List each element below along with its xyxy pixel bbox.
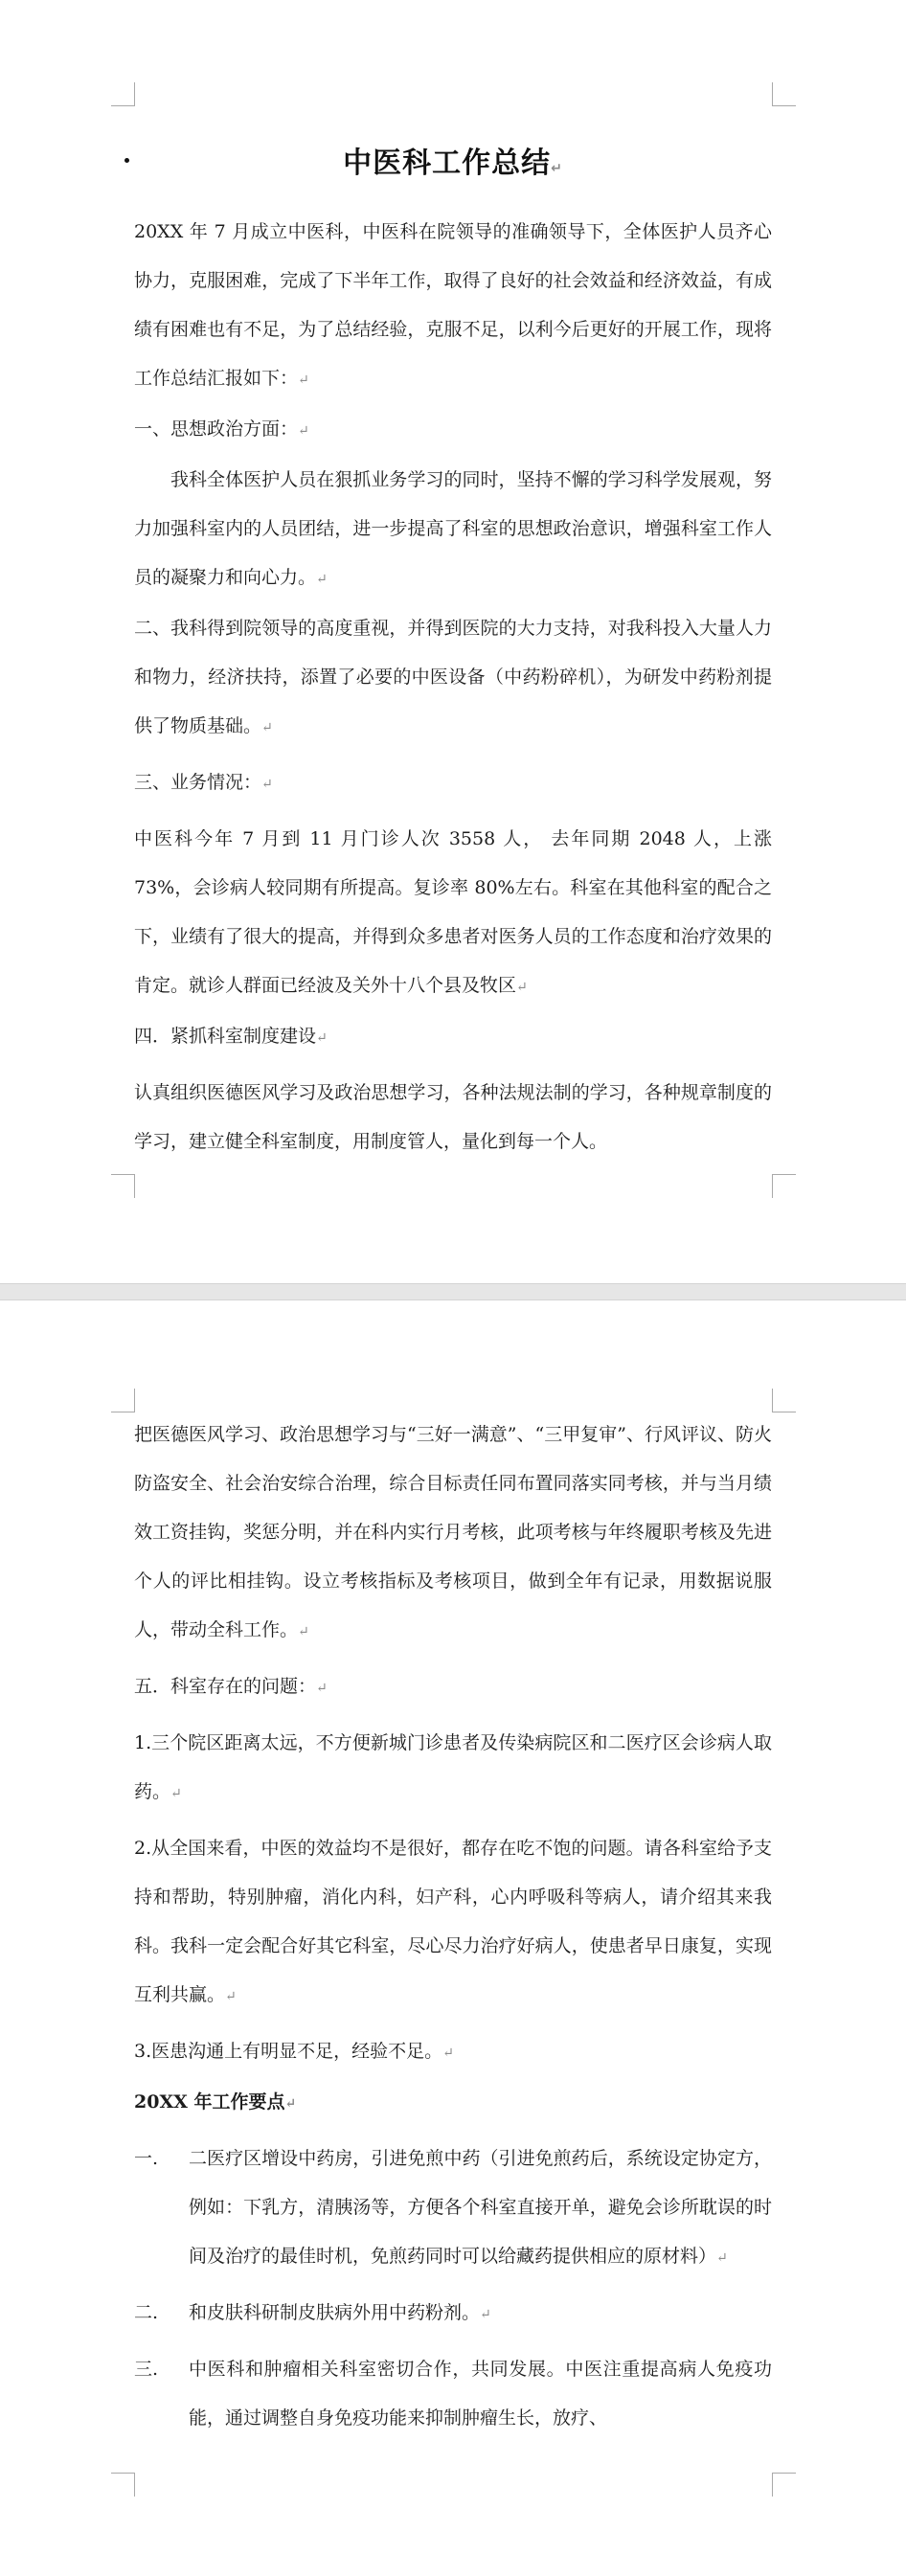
problem-item-3[interactable]: 3.医患沟通上有明显不足，经验不足。↵ xyxy=(134,2041,454,2062)
heading-problems[interactable]: 五．科室存在的问题：↵ xyxy=(134,1676,328,1697)
heading-business[interactable]: 三、业务情况：↵ xyxy=(134,772,273,793)
plan-item-2[interactable]: 二. 和皮肤科研制皮肤病外用中药粉剂。↵ xyxy=(134,2289,772,2339)
margin-mark-bottom-right xyxy=(772,2473,796,2497)
problem-item-2[interactable]: 2.从全国来看，中医的效益均不是很好，都存在吃不饱的问题。请各科室给予支持和帮助，特别肿瘤，消化内科，妇产科，心内呼吸科等病人，请介绍其来我科。我科一定会配合好其它科室，尽心尽力治疗好病人，使患者早日康复，实现互利共赢。↵ xyxy=(134,1838,772,2005)
plan-item-3[interactable]: 三. 中医科和肿瘤相关科室密切合作，共同发展。中医注重提高病人免疫功能，通过调整自身免疫功能来抑制肿瘤生长，放疗、 xyxy=(134,2345,772,2443)
heading-work-plan[interactable]: 20XX 年工作要点↵ xyxy=(134,2091,297,2113)
heading-system[interactable]: 四．紧抓科室制度建设↵ xyxy=(134,1026,328,1047)
paragraph-system[interactable]: 认真组织医德医风学习及政治思想学习，各种法规法制的学习，各种规章制度的学习，建立健全科室制度，用制度管人，量化到每一个人。 xyxy=(134,1082,772,1152)
plan-item-number: 三. xyxy=(134,2359,159,2380)
paragraph-support[interactable]: 二、我科得到院领导的高度重视，并得到医院的大力支持，对我科投入大量人力和物力，经济扶持，添置了必要的中医设备（中药粉碎机），为研发中药粉剂提供了物质基础。↵ xyxy=(134,618,772,736)
problem-item-1[interactable]: 1.三个院区距离太远，不方便新城门诊患者及传染病院区和二医疗区会诊病人取药。↵ xyxy=(134,1732,772,1802)
page-1-body xyxy=(134,139,772,1166)
plan-item-number: 二. xyxy=(134,2302,159,2323)
paragraph-mark-dot xyxy=(125,158,129,163)
margin-mark-top-right xyxy=(772,1389,796,1412)
document-title[interactable]: 中医科工作总结↵ xyxy=(343,147,563,180)
paragraph-study[interactable]: 把医德医风学习、政治思想学习与“三好一满意”、“三甲复审”、行风评议、防火防盗安全、社会治安综合治理，综合目标责任同布置同落实同考核，并与当月绩效工资挂钩，奖惩分明，并在科内实行月考核，此项考核与年终履职考核及先进个人的评比相挂钩。设立考核指标及考核项目，做到全年有记录，用数据说服人，带动全科工作。↵ xyxy=(134,1424,772,1640)
paragraph-business[interactable]: 中医科今年 7 月到 11 月门诊人次 3558 人， 去年同期 2048 人，上涨 73%，会诊病人较同期有所提高。复诊率 80%左右。科室在其他科室的配合之下，业绩有了很大的提高，并得到众多患者对医务人员的工作态度和治疗效果的肯定。就诊人群面已经波及关外十八个县及牧区↵ xyxy=(134,828,772,996)
page-2-body xyxy=(134,1411,772,2443)
margin-mark-top-right xyxy=(772,82,796,106)
plan-item-1[interactable]: 一. 二医疗区增设中药房，引进免煎中药（引进免煎药后，系统设定协定方，例如：下乳方，清胰汤等，方便各个科室直接开单，避免会诊所耽误的时间及治疗的最佳时机，免煎药同时可以给藏药提供相应的原材料）↵ xyxy=(134,2135,772,2283)
margin-mark-top-left xyxy=(111,82,135,106)
margin-mark-bottom-left xyxy=(111,2473,135,2497)
margin-mark-bottom-right xyxy=(772,1174,796,1198)
paragraph-ideology[interactable]: 我科全体医护人员在狠抓业务学习的同时，坚持不懈的学习科学发展观，努力加强科室内的人员团结，进一步提高了科室的思想政治意识，增强科室工作人员的凝聚力和向心力。↵ xyxy=(134,469,772,588)
document-page-2 xyxy=(0,1300,906,2576)
page-break-gap xyxy=(0,1283,906,1300)
margin-mark-top-left xyxy=(111,1389,135,1412)
plan-item-number: 一. xyxy=(134,2148,159,2169)
margin-mark-bottom-left xyxy=(111,1174,135,1198)
document-page-1 xyxy=(0,0,906,1283)
heading-ideology[interactable]: 一、思想政治方面：↵ xyxy=(134,418,309,440)
paragraph-intro[interactable]: 20XX 年 7 月成立中医科，中医科在院领导的准确领导下，全体医护人员齐心协力，克服困难，完成了下半年工作，取得了良好的社会效益和经济效益，有成绩有困难也有不足，为了总结经验，克服不足，以利今后更好的开展工作，现将工作总结汇报如下：↵ xyxy=(134,221,772,389)
